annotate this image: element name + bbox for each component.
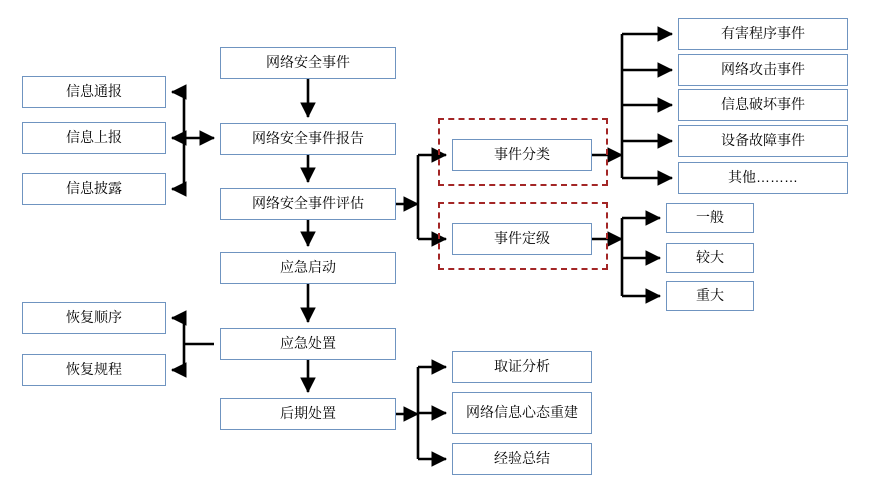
node-device_fault[interactable]: 设备故障事件 (678, 125, 848, 157)
node-restore_order[interactable]: 恢复顺序 (22, 302, 166, 334)
node-other[interactable]: 其他……… (678, 162, 848, 194)
node-emergency_start[interactable]: 应急启动 (220, 252, 396, 284)
node-emergency_do[interactable]: 应急处置 (220, 328, 396, 360)
node-restore_rule[interactable]: 恢复规程 (22, 354, 166, 386)
node-attack[interactable]: 网络攻击事件 (678, 54, 848, 86)
node-report[interactable]: 网络安全事件报告 (220, 123, 396, 155)
node-level_large[interactable]: 较大 (666, 243, 754, 273)
node-incident[interactable]: 网络安全事件 (220, 47, 396, 79)
node-level_normal[interactable]: 一般 (666, 203, 754, 233)
node-destroy[interactable]: 信息破坏事件 (678, 89, 848, 121)
node-level_major[interactable]: 重大 (666, 281, 754, 311)
node-forensics[interactable]: 取证分析 (452, 351, 592, 383)
node-info_report[interactable]: 信息上报 (22, 122, 166, 154)
node-grading[interactable]: 事件定级 (452, 223, 592, 255)
node-rebuild[interactable]: 网络信息心态重建 (452, 392, 592, 434)
node-info_notice[interactable]: 信息通报 (22, 76, 166, 108)
node-summary[interactable]: 经验总结 (452, 443, 592, 475)
node-assess[interactable]: 网络安全事件评估 (220, 188, 396, 220)
node-harmful[interactable]: 有害程序事件 (678, 18, 848, 50)
node-post_handle[interactable]: 后期处置 (220, 398, 396, 430)
node-classify[interactable]: 事件分类 (452, 139, 592, 171)
node-info_disclose[interactable]: 信息披露 (22, 173, 166, 205)
